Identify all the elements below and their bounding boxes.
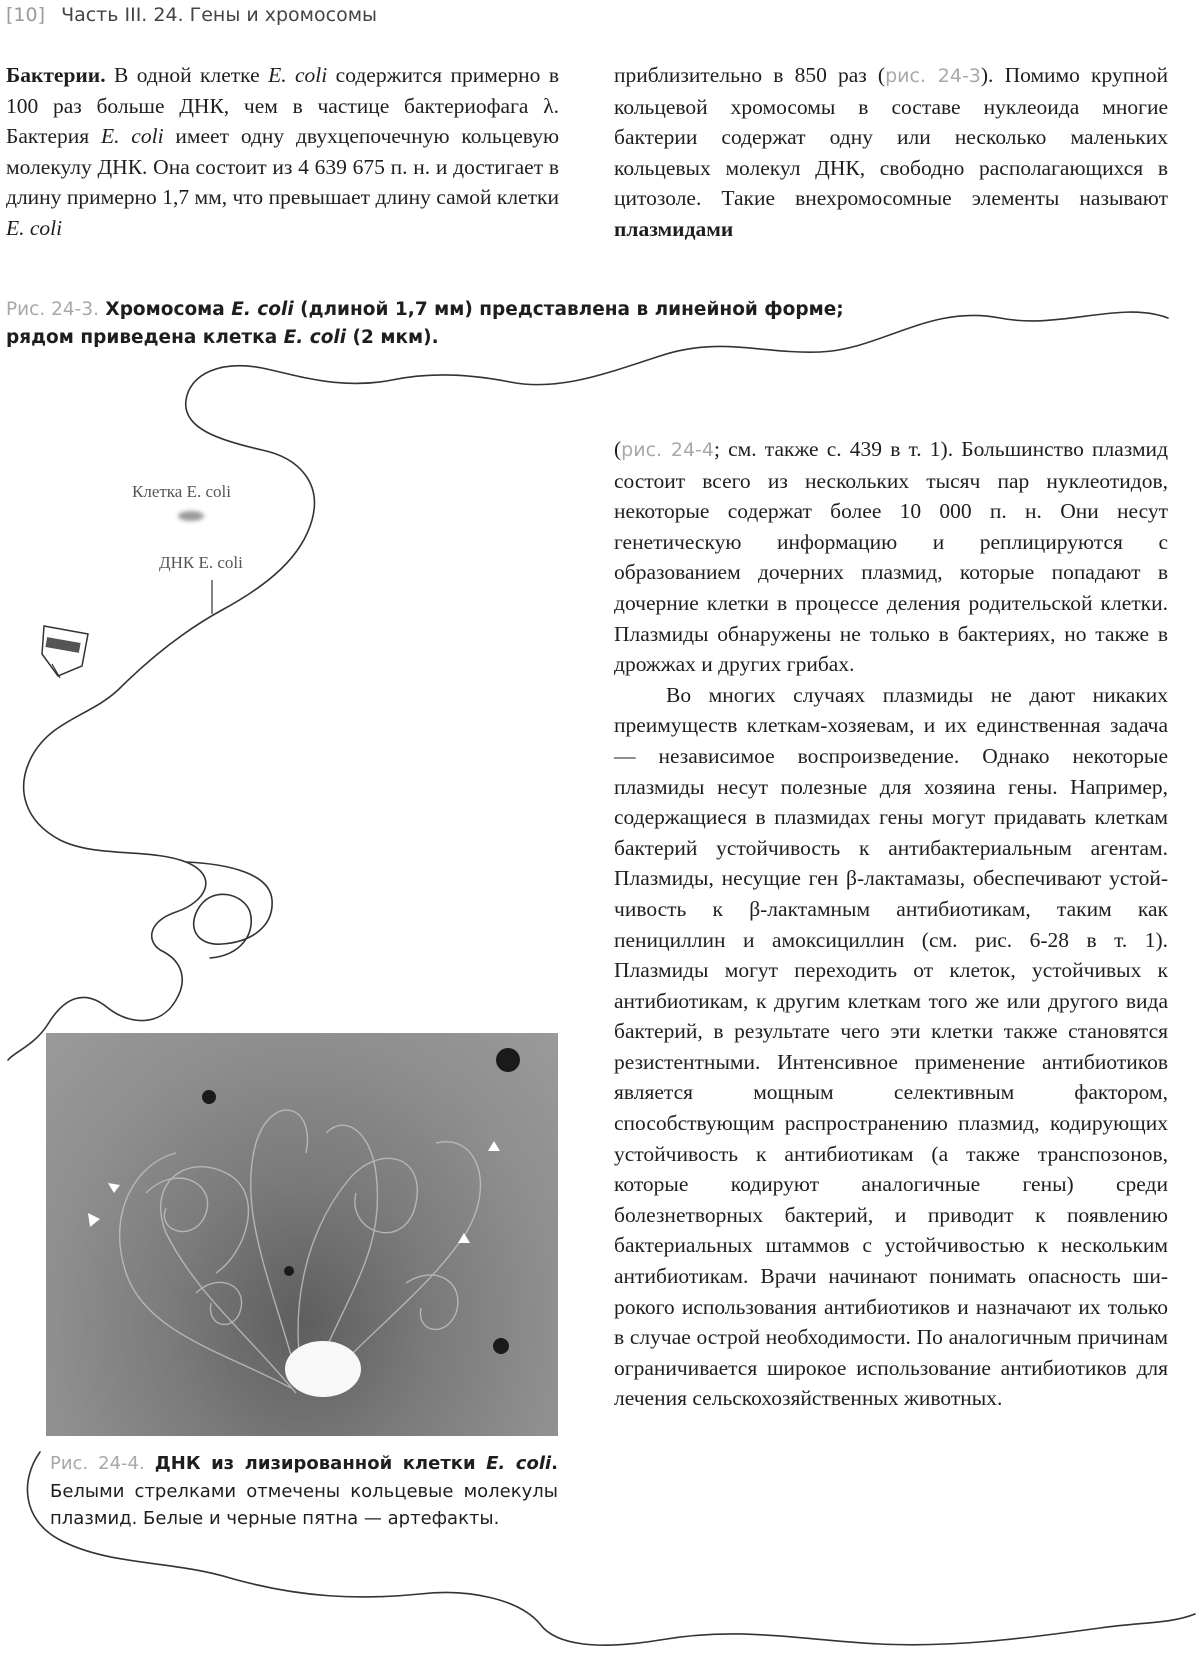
- bacteriophage-icon: [38, 620, 92, 682]
- lysed-cell-micrograph: [46, 1033, 558, 1436]
- bacteria-paragraph: [6, 60, 559, 244]
- plasmid-size-text: ; см. также с. 439 в т. 1). Большинство плазмид состоит всего из нескольких тысяч пар нуклеотидов, некоторые содержат более 10 000 п. н. Они несут генетическую информацию и реплицируются с образованием дочерних плазмид, которые попадают в дочерние клетки в процессе деления родительской клетки. Плазмиды обнаружены не только в бактериях, но также в дрожжах и других грибах.: [614, 437, 1169, 677]
- figure-24-4-caption-text: ДНК из лизированной клетки E. coli. Белыми стрелками отмечены кольцевые молекулы плазмид. Белые и черные пятна — артефакты.: [50, 1453, 559, 1529]
- figure-reference-24-3: рис. 24-3: [885, 65, 981, 87]
- running-title: Часть III. 24. Гены и хромосомы: [61, 4, 378, 26]
- right-column-top: [614, 60, 1168, 245]
- figure-24-4-caption: [50, 1450, 558, 1533]
- page-number: [10]: [6, 4, 46, 26]
- cell-label-text: Клетка E. coli: [132, 482, 231, 501]
- right-column-body: [614, 434, 1168, 1414]
- plasmids-term: плазмидами: [614, 216, 734, 241]
- running-header: [6, 4, 706, 34]
- plasmid-size-paragraph: (рис. 24-4; см. также с. 439 в т. 1). Большинство плазмид состоит всего из нескольких тысяч пар нуклеотидов, некоторые содержат более 10 000 п. н. Они несут генетическую информацию и реплицируются с образованием дочерних плазмид, которые попадают в дочерние клетки в процессе деления родительской клетки. Плазмиды обнаружены не только в бактериях, но также в дрожжах и других грибах.: [614, 437, 1169, 677]
- dna-label-text: ДНК E. coli: [159, 553, 243, 572]
- bacteria-text: В одной клетке E. coli содержится примерно в 100 раз больше ДНК, чем в частице бактериофага λ. Бактерия E. coli имеет одну двухцепочечную кольцевую молекулу ДНК. Она состоит из 4 639 675 п. н. и достигает в длину примерно 1,7 мм, что превышает длину самой клетки E. coli: [6, 63, 560, 240]
- figure-24-3-caption-text: Хромосома E. coli (длиной 1,7 мм) представлена в линейной форме; рядом приведена клетка E. coli (2 мкм).: [6, 299, 844, 348]
- ecoli-cell-shape: [178, 511, 204, 521]
- figure-24-4-label: Рис. 24-4.: [50, 1453, 145, 1474]
- plasmid-intro-text: ). Помимо крупной кольцевой хромосомы в составе нуклеоида многие бактерии содержат одну или несколько маленьких кольцевых молекул ДНК, свободно располагающихся в цитозоле. Такие внехромосомные элементы называют: [614, 63, 1168, 211]
- micrograph-texture: [46, 1033, 558, 1436]
- figure-reference-24-4: рис. 24-4: [621, 439, 715, 461]
- white-arrows: [88, 1141, 500, 1243]
- figure-24-3-label: Рис. 24-3.: [6, 299, 99, 320]
- plasmid-intro-start: приблизительно в 850 раз (: [614, 63, 886, 87]
- figure-24-3-caption: [6, 296, 886, 352]
- left-column-top: [6, 60, 559, 244]
- antibiotic-resistance-paragraph: Во многих случаях плазмиды не дают никаких преимуществ клеткам-хозяевам, и их единственная задача — независимое воспроизведение. Однако некоторые плазмиды несут полезные для хозяина гены. Например, содержащиеся в плазмидах гены могут придавать клеткам бактерий устойчивость к антибактериальным агентам. Плазмиды, несущие ген β-лактамазы, обеспечивают устойчивость к β-лактамным антибиотикам, таким как пенициллин и амоксициллин (см. рис. 6-28 в т. 1). Плазмиды могут переходить от клеток, устойчивых к антибиотикам, к другим клеткам того же или другого вида бактерий, в результате чего эти клетки также становятся резистентными. Интенсивное применение антибиотиков является мощным селективным фактором, способствующим распространению плазмид, кодирующих устойчивость к антибиотикам (а также транспозонов, которые кодируют аналогичные гены) среди болезнетворных бактерий, и приводит к появлению бактериальных штаммов с устойчивостью к нескольким антибиотикам. Врачи начинают понимать опасность широкого использования антибиотиков и назначают их только в случае острой необходимости. По аналогичным причинам ограничивается широкое использование антибиотиков для лечения сельскохозяйственных животных.: [614, 682, 1168, 1411]
- dna-label: [159, 553, 243, 573]
- dna-strand-coil: [186, 862, 272, 958]
- cell-label: [132, 482, 231, 502]
- bacteria-lead: Бактерии.: [6, 63, 106, 87]
- plasmid-intro-paragraph: [614, 60, 1168, 245]
